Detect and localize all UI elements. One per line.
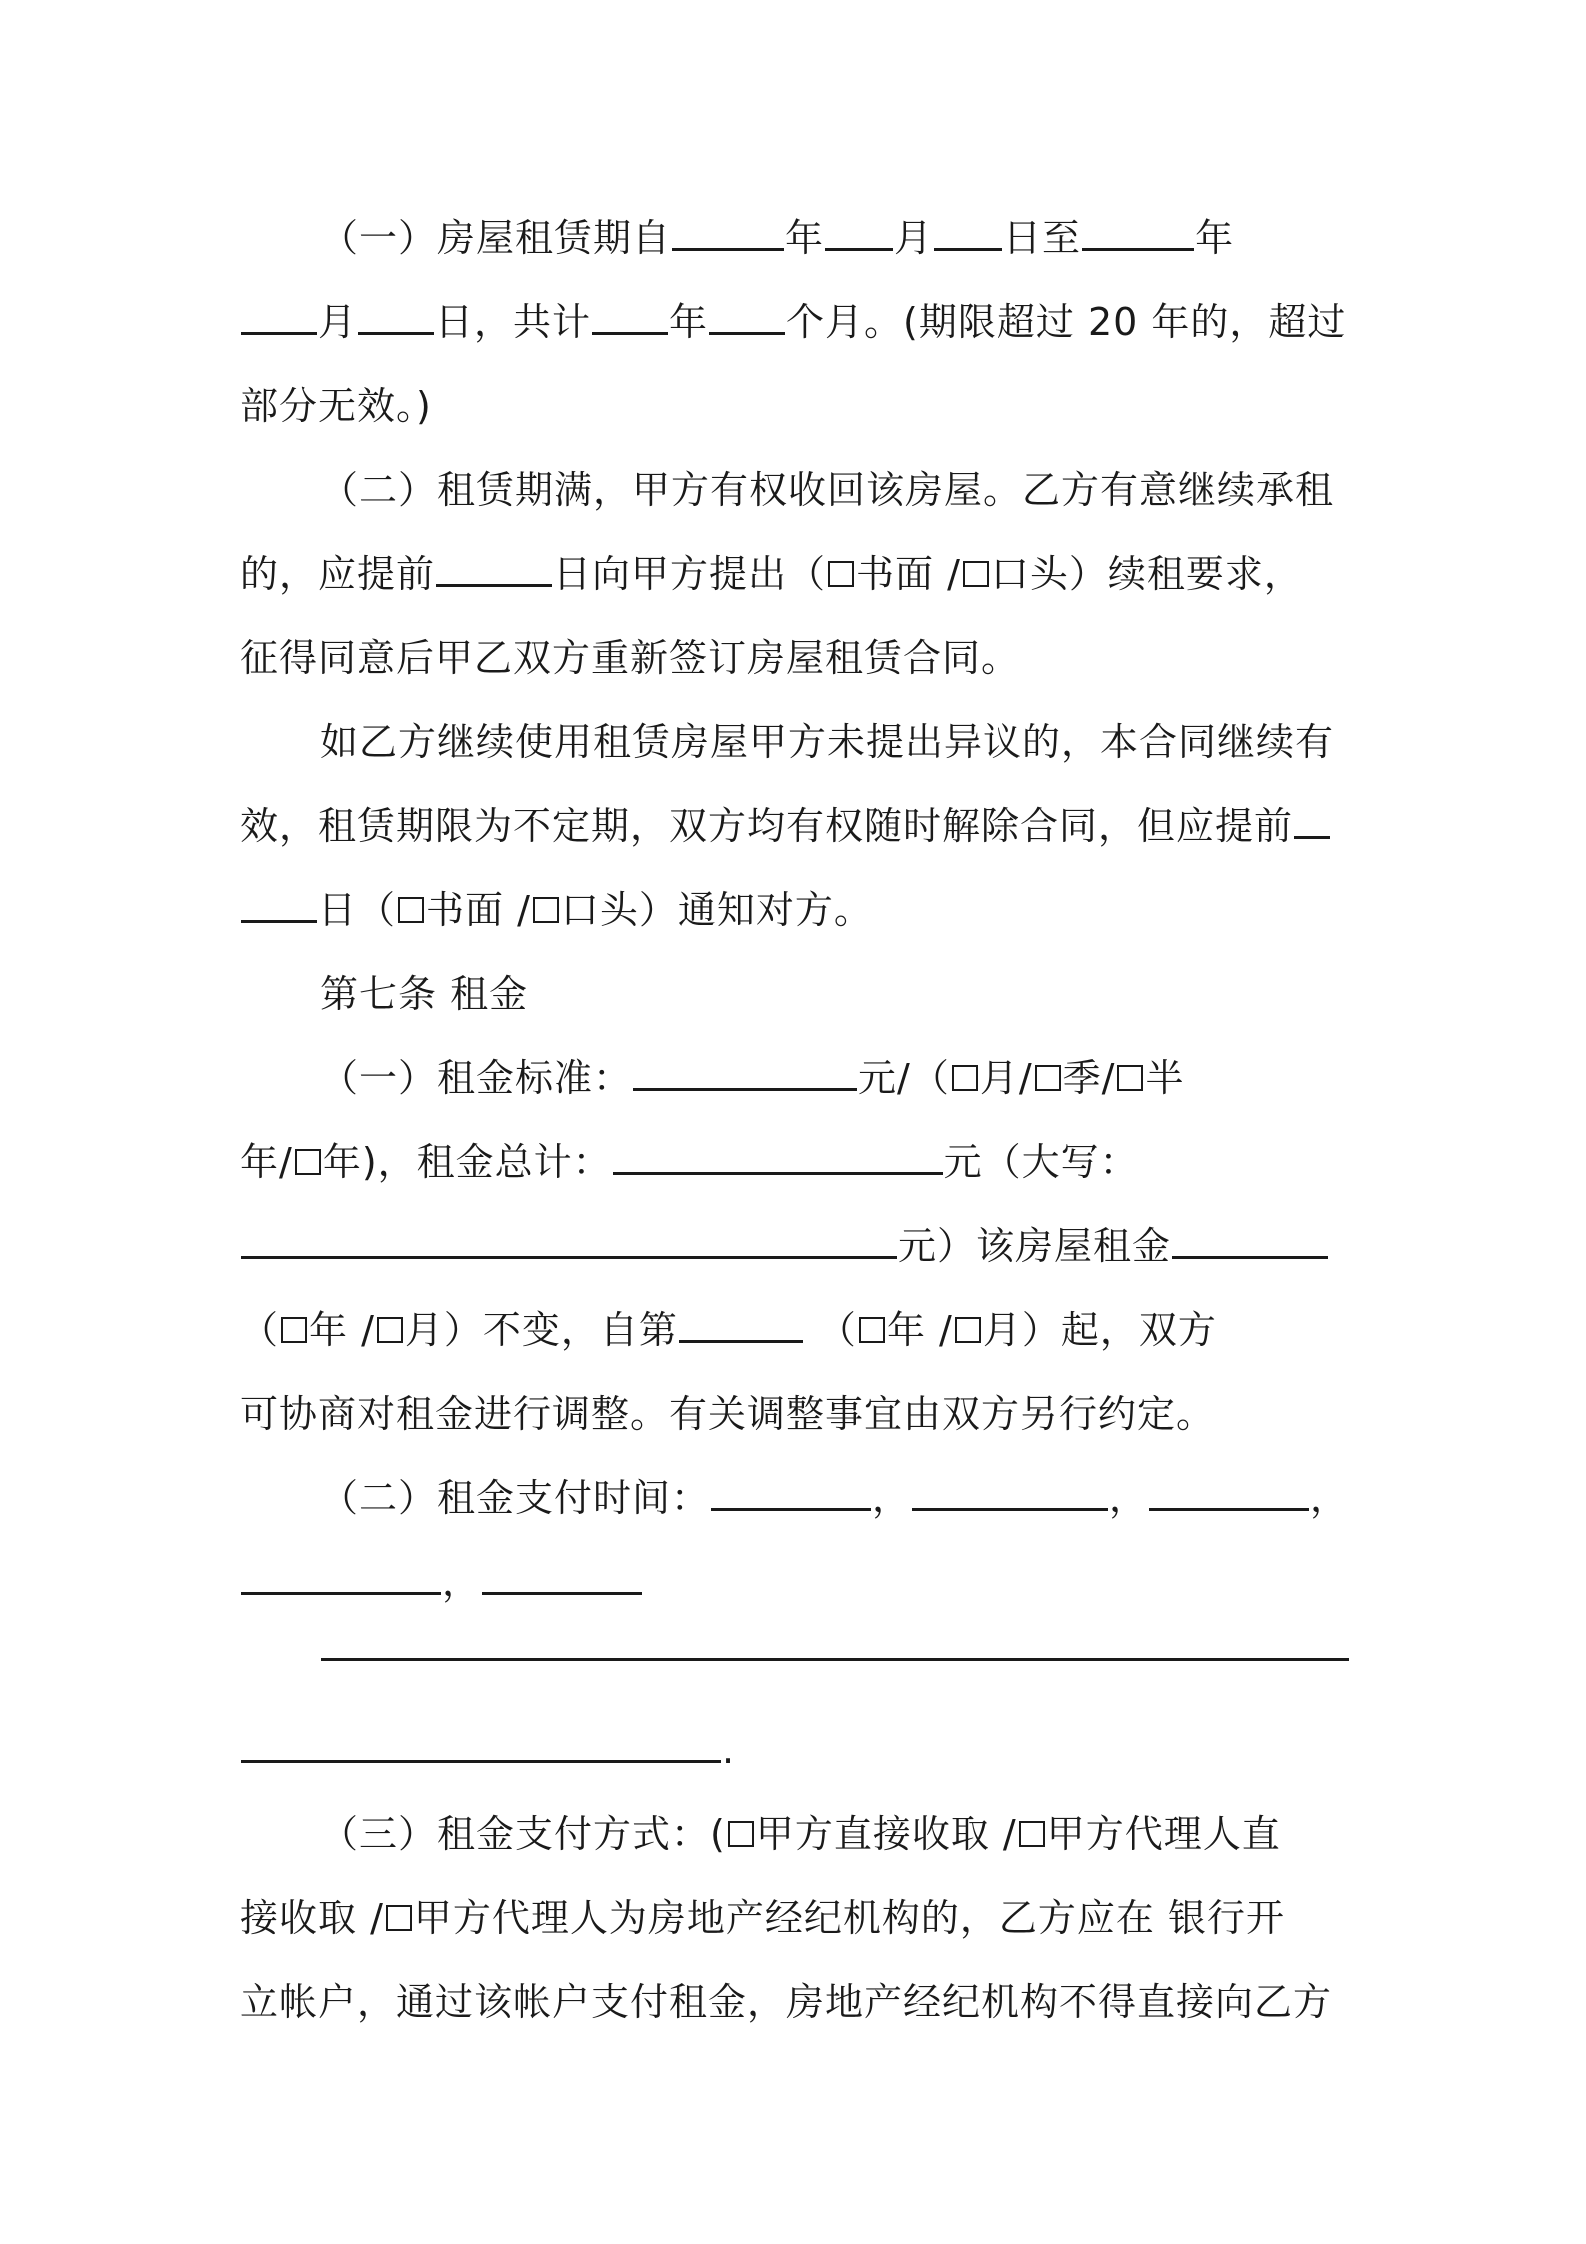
text: 接收取 / <box>240 1896 384 1940</box>
text: ， <box>1310 1476 1350 1520</box>
fill-blank-notice-days-b[interactable] <box>241 886 317 923</box>
checkbox-written[interactable] <box>398 897 424 923</box>
indefinite-line-1 <box>240 700 1352 784</box>
text: 立帐户，通过该帐户支付租金，房地产经纪机构不得直接向乙方 <box>240 1980 1333 2024</box>
text: 年 / <box>309 1308 375 1352</box>
indefinite-line-2 <box>240 784 1352 868</box>
text: 季/ <box>1062 1056 1116 1100</box>
text: 书面 / <box>856 552 961 596</box>
payment-method-line-3 <box>240 1960 1352 2044</box>
checkbox-year[interactable] <box>859 1317 885 1343</box>
text: 半 <box>1145 1056 1185 1100</box>
fill-blank-total-years[interactable] <box>592 298 668 335</box>
text: 元）该房屋租金 <box>898 1224 1172 1268</box>
renewal-line-3 <box>240 616 1352 700</box>
text: （一）房屋租赁期自 <box>320 216 672 260</box>
text: 甲方直接收取 / <box>755 1812 1017 1856</box>
checkbox-landlord-direct[interactable] <box>728 1821 754 1847</box>
text: . <box>722 1728 736 1772</box>
lease-term-line-3 <box>240 364 1352 448</box>
text: 年)，租金总计： <box>322 1140 612 1184</box>
text: 书面 / <box>426 888 531 932</box>
fill-blank-payment-time-1[interactable] <box>711 1474 871 1511</box>
checkbox-agent-direct[interactable] <box>1019 1821 1045 1847</box>
fill-blank-start-year[interactable] <box>672 214 784 251</box>
text: 月）不变，自第 <box>404 1308 678 1352</box>
fill-blank-rent-amount[interactable] <box>633 1054 857 1091</box>
text: 的，应提前 <box>240 552 436 596</box>
text: 部分无效。) <box>240 384 432 428</box>
payment-time-line-4 <box>240 1708 1352 1792</box>
fill-blank-payment-time-7[interactable] <box>241 1726 721 1763</box>
fill-blank-start-day[interactable] <box>934 214 1002 251</box>
fill-blank-payment-time-5[interactable] <box>482 1558 642 1595</box>
fill-blank-payment-time-3[interactable] <box>1149 1474 1309 1511</box>
text: （ <box>817 1308 857 1352</box>
text: 甲方代理人为房地产经纪机构的，乙方应在 银行开 <box>413 1896 1285 1940</box>
fill-blank-payment-time-4[interactable] <box>241 1558 441 1595</box>
text: 效，租赁期限为不定期，双方均有权随时解除合同，但应提前 <box>240 804 1294 848</box>
lease-term-line-2 <box>240 280 1352 364</box>
rent-standard-line-1 <box>240 1036 1352 1120</box>
checkbox-month[interactable] <box>377 1317 403 1343</box>
payment-time-line-3 <box>240 1624 1352 1708</box>
fill-blank-end-month[interactable] <box>241 298 317 335</box>
renewal-line-2 <box>240 532 1352 616</box>
rent-standard-line-4 <box>240 1288 1352 1372</box>
text: 个月。(期限超过 20 年的，超过 <box>786 300 1347 344</box>
checkbox-year[interactable] <box>295 1149 321 1175</box>
text: 甲方代理人直 <box>1046 1812 1281 1856</box>
text: 口头）通知对方。 <box>560 888 873 932</box>
payment-time-line-1 <box>240 1456 1352 1540</box>
fill-blank-start-month[interactable] <box>825 214 893 251</box>
fill-blank-payment-time-2[interactable] <box>912 1474 1108 1511</box>
text: 年 <box>785 216 825 260</box>
text: 日向甲方提出（ <box>553 552 827 596</box>
checkbox-month[interactable] <box>955 1317 981 1343</box>
text: （ <box>240 1308 280 1352</box>
text: 日（ <box>318 888 397 932</box>
text: （一）租金标准： <box>320 1056 633 1100</box>
text: （二）租赁期满，甲方有权收回该房屋。乙方有意继续承租 <box>320 468 1335 512</box>
fill-blank-renewal-days[interactable] <box>436 550 552 587</box>
rent-standard-line-5 <box>240 1372 1352 1456</box>
checkbox-quarter[interactable] <box>1035 1065 1061 1091</box>
fill-blank-total-months[interactable] <box>709 298 785 335</box>
text: 月 <box>318 300 358 344</box>
text: 如乙方继续使用租赁房屋甲方未提出异议的，本合同继续有 <box>320 720 1335 764</box>
payment-method-line-1 <box>240 1792 1352 1876</box>
fill-blank-adjust-from[interactable] <box>679 1306 803 1343</box>
text: 口头）续租要求， <box>990 552 1303 596</box>
fill-blank-payment-time-6[interactable] <box>321 1624 1349 1661</box>
text: ， <box>1109 1476 1149 1520</box>
text: 日，共计 <box>435 300 592 344</box>
payment-method-line-2 <box>240 1876 1352 1960</box>
fill-blank-notice-days-a[interactable] <box>1294 802 1330 839</box>
text: 年 <box>1195 216 1235 260</box>
checkbox-half-year[interactable] <box>1117 1065 1143 1091</box>
text: 元（大写： <box>943 1140 1139 1184</box>
text: 征得同意后甲乙双方重新签订房屋租赁合同。 <box>240 636 1021 680</box>
text: 年 / <box>886 1308 953 1352</box>
renewal-line-1 <box>240 448 1352 532</box>
text: ， <box>442 1560 482 1604</box>
text: ， <box>872 1476 912 1520</box>
checkbox-year[interactable] <box>281 1317 307 1343</box>
article-heading <box>240 952 1352 1036</box>
rent-standard-line-3 <box>240 1204 1352 1288</box>
text: 年 <box>669 300 709 344</box>
text: 月 <box>894 216 934 260</box>
text: 月/ <box>979 1056 1033 1100</box>
text: 日至 <box>1003 216 1082 260</box>
rent-standard-line-2 <box>240 1120 1352 1204</box>
text: 元/（ <box>858 1056 950 1100</box>
text: （二）租金支付时间： <box>320 1476 711 1520</box>
fill-blank-rent-total-in-words[interactable] <box>241 1222 897 1259</box>
indefinite-line-3 <box>240 868 1352 952</box>
fill-blank-end-year[interactable] <box>1082 214 1194 251</box>
text: 年/ <box>240 1140 293 1184</box>
fill-blank-end-day[interactable] <box>358 298 434 335</box>
contract-page <box>240 196 1352 2044</box>
checkbox-oral[interactable] <box>533 897 559 923</box>
article-7-title: 第七条 租金 <box>320 972 529 1016</box>
checkbox-oral[interactable] <box>963 561 989 587</box>
text: 可协商对租金进行调整。有关调整事宜由双方另行约定。 <box>240 1392 1216 1436</box>
text: 月）起，双方 <box>982 1308 1217 1352</box>
payment-time-line-2 <box>240 1540 1352 1624</box>
fill-blank-rent-total[interactable] <box>613 1138 943 1175</box>
text: （三）租金支付方式：( <box>320 1812 726 1856</box>
checkbox-written[interactable] <box>828 561 854 587</box>
checkbox-agency-bank[interactable] <box>386 1905 412 1931</box>
checkbox-month[interactable] <box>952 1065 978 1091</box>
fill-blank-rent-fixed-period[interactable] <box>1172 1222 1328 1259</box>
lease-term-line-1 <box>240 196 1352 280</box>
